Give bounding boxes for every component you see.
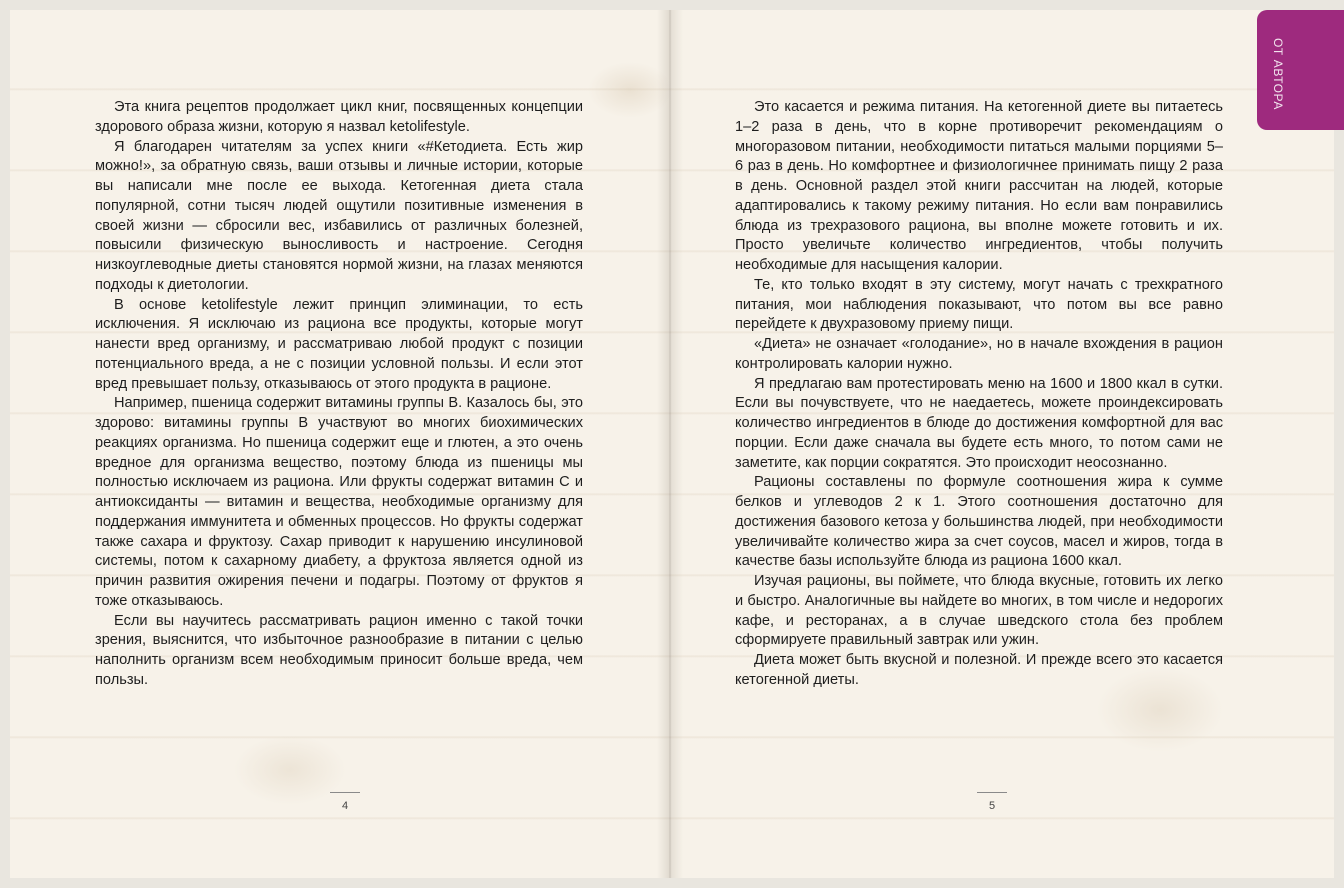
left-page-number: 4	[341, 800, 349, 812]
section-tab-label: ОТ АВТОРА	[1271, 38, 1285, 110]
right-page-text	[735, 98, 1223, 691]
left-page-text	[95, 98, 583, 691]
left-paragraph: В основе ketolifestyle лежит принцип элиминации, то есть исключения. Я исключаю из рациона все продукты, которые могут нанести вред организму, и рассматриваю любой продукт с позиции потенциального вреда, а не с позиции условной пользы. И если этот вред превышает пользу, отказываюсь от этого продукта в рационе.	[95, 296, 583, 392]
left-paragraph: Эта книга рецептов продолжает цикл книг, посвященных концепции здорового образа жизни, которую я назвал ketolifestyle.	[95, 99, 583, 135]
right-paragraph: Я предлагаю вам протестировать меню на 1600 и 1800 ккал в сутки. Если вы почувствуете, что не наедаетесь, можете проиндексировать количество ингредиентов в блюде до достижения комфортной для вас порции. Если даже сначала вы будете есть много, то потом сами не заметите, как порции сократятся. Это происходит неосознанно.	[735, 375, 1223, 471]
right-paragraph: Диета может быть вкусной и полезной. И прежде всего это касается кетогенной диеты.	[735, 652, 1223, 688]
right-paragraph: Изучая рационы, вы поймете, что блюда вкусные, готовить их легко и быстро. Аналогичные вы найдете во многих, в том числе и недорогих кафе, и ресторанах, а в случае шведского стола без проблем сформируете правильный завтрак или ужин.	[735, 573, 1223, 649]
left-folio-rule	[330, 792, 360, 793]
left-paragraph: Если вы научитесь рассматривать рацион именно с такой точки зрения, выяснится, что избыточное разнообразие в питании с целью наполнить организм всем необходимым приносит больше вреда, чем пользы.	[95, 612, 583, 688]
right-paragraph: Те, кто только входят в эту систему, могут начать с трехкратного питания, мои наблюдения показывают, что потом вы все равно перейдете к двухразовому приему пищи.	[735, 276, 1223, 333]
left-paragraph: Я благодарен читателям за успех книги «#Кетодиета. Есть жир можно!», за обратную связь, ваши отзывы и личные истории, которые вы написали мне после ее выхода. Кетогенная диета стала популярной, сотни тысяч людей ощутили позитивные изменения в своей жизни — сбросили вес, избавились от различных болезней, повысили физическую выносливость и настроение. Сегодня низкоуглеводные диеты становятся нормой жизни, на глазах меняются подходы к диетологии.	[95, 138, 583, 293]
right-paragraph: «Диета» не означает «голодание», но в начале вхождения в рацион контролировать калории нужно.	[735, 336, 1223, 372]
section-tab	[1257, 10, 1344, 130]
book-gutter	[657, 10, 683, 878]
right-paragraph: Рационы составлены по формуле соотношения жира к сумме белков и углеводов 2 к 1. Этого соотношения достаточно для достижения базового кетоза у большинства людей, при необходимости увеличивайте количество жира за счет соусов, масел и жиров, тогда в качестве базы используйте блюда из рациона 1600 ккал.	[735, 474, 1223, 570]
left-paragraph: Например, пшеница содержит витамины группы В. Казалось бы, это здорово: витамины группы В участвуют во многих биохимических реакциях организма. Но пшеница содержит еще и глютен, а это очень вредное для организма вещество, поэтому блюда из пшеницы мы полностью исключаем из рациона. Или фрукты содержат витамин С и антиоксиданты — витамин и вещества, необходимые организму для поддержания иммунитета и обменных процессов. Но фрукты содержат также сахара и фруктозу. Сахар приводит к нарушению инсулиновой системы, потом к сахарному диабету, а фруктоза является одной из причин развития ожирения печени и подагры. Поэтому от фруктов я тоже отказываюсь.	[95, 395, 583, 609]
right-paragraph: Это касается и режима питания. На кетогенной диете вы питаетесь 1–2 раза в день, что в корне противоречит рекомендациям о многоразовом питании, необходимости питаться малыми порциями 5–6 раз в день. Но комфортнее и физиологичнее принимать пищу 2 раза в день. Основной раздел этой книги рассчитан на людей, которые адаптировались к такому режиму питания. Но если вам понравились блюда из трехразового рациона, вы вполне можете готовить и их. Просто увеличьте количество ингредиентов, чтобы получить необходимые для насыщения калории.	[735, 99, 1223, 273]
right-page-number: 5	[988, 800, 996, 812]
right-folio-rule	[977, 792, 1007, 793]
